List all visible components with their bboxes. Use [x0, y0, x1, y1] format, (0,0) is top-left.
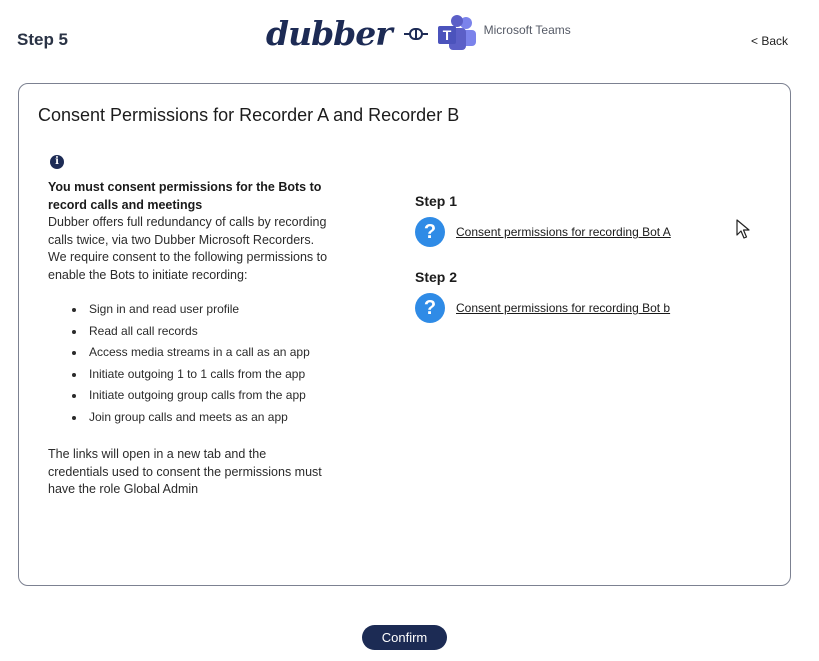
teams-icon [438, 15, 478, 53]
question-icon: ? [415, 217, 445, 247]
list-item: Read all call records [72, 321, 328, 343]
dubber-logo: dubber [266, 14, 392, 53]
brand-bar [266, 14, 571, 53]
confirm-button[interactable]: Confirm [362, 625, 447, 650]
intro-paragraph-2: We require consent to the following permissions to enable the Bots to initiate recording: [48, 250, 328, 282]
link-icon [404, 27, 428, 41]
info-icon: i [50, 155, 64, 169]
list-item: Sign in and read user profile [72, 299, 328, 321]
list-item: Initiate outgoing 1 to 1 calls from the app [72, 364, 328, 386]
list-item: Join group calls and meets as an app [72, 407, 328, 429]
consent-card [18, 83, 791, 586]
step-1-block [415, 193, 671, 247]
permissions-list [72, 299, 328, 428]
svg-text:T: T [442, 26, 451, 43]
footer-note: The links will open in a new tab and the credentials used to consent the permissions must have the role Global Admin [48, 447, 322, 496]
list-item: Access media streams in a call as an app [72, 342, 328, 364]
info-heading: You must consent permissions for the Bots to record calls and meetings [48, 180, 322, 212]
list-item: Initiate outgoing group calls from the app [72, 385, 328, 407]
header [0, 0, 819, 80]
consent-bot-a-link[interactable]: Consent permissions for recording Bot A [456, 225, 671, 239]
consent-bot-b-link[interactable]: Consent permissions for recording Bot b [456, 301, 671, 315]
card-title: Consent Permissions for Recorder A and Recorder B [38, 105, 460, 125]
intro-paragraph-1: Dubber offers full redundancy of calls by recording calls twice, via two Dubber Microsoft Recorders. [48, 215, 327, 247]
step-1-title: Step 1 [415, 193, 458, 209]
step-2-row [415, 293, 670, 323]
step-2-block [415, 269, 670, 323]
back-link[interactable]: < Back [751, 34, 789, 48]
step-2-title: Step 2 [415, 269, 458, 285]
question-icon: ? [415, 293, 445, 323]
step-1-row [415, 217, 671, 247]
teams-label: Microsoft Teams [483, 22, 571, 37]
step-label: Step 5 [17, 30, 69, 49]
info-panel [48, 179, 328, 499]
cursor-icon [736, 219, 750, 239]
